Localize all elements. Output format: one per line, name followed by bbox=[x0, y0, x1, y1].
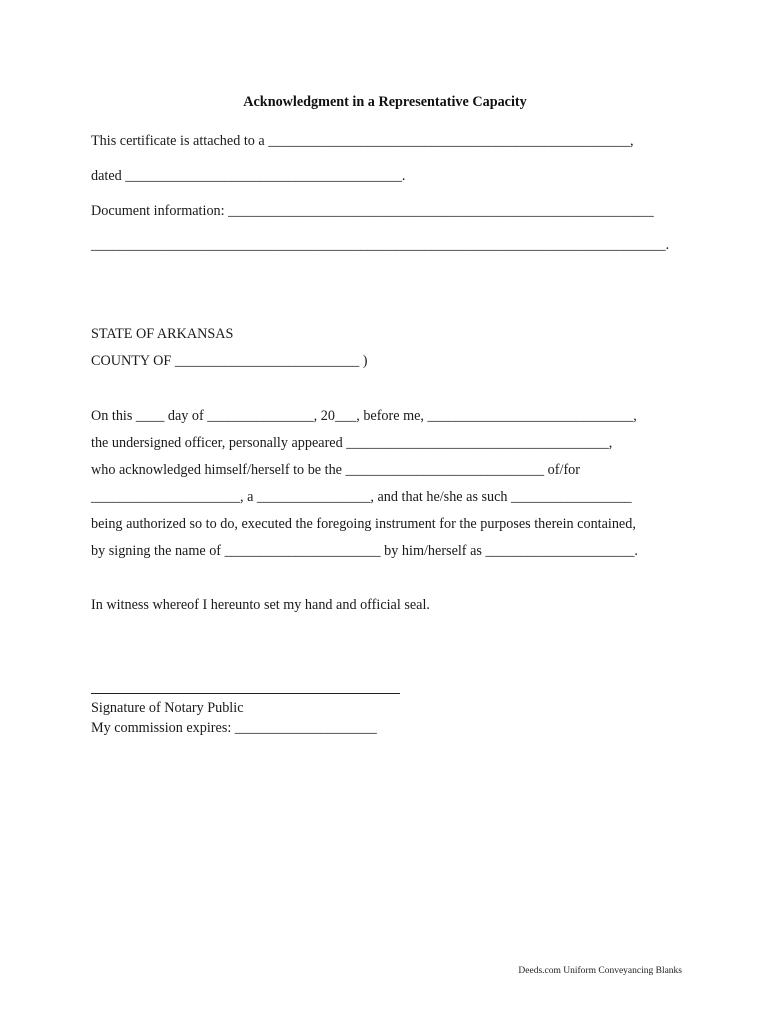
commission-line: My commission expires: ____________________ bbox=[91, 720, 377, 736]
state-line: STATE OF ARKANSAS bbox=[91, 326, 234, 342]
document-title: Acknowledgment in a Representative Capacity bbox=[243, 94, 527, 110]
signature-rule bbox=[91, 693, 400, 694]
authorized-line: being authorized so to do, executed the foregoing instrument for the purposes therein contained, bbox=[91, 516, 636, 532]
dated-line: dated _______________________________________. bbox=[91, 168, 406, 184]
acknowledged-line: who acknowledged himself/herself to be the ____________________________ of/for bbox=[91, 462, 580, 478]
footer-text: Deeds.com Uniform Conveyancing Blanks bbox=[518, 966, 682, 976]
undersigned-line: the undersigned officer, personally appeared _____________________________________, bbox=[91, 435, 613, 451]
capacity-line: _____________________, a ________________, and that he/she as such _________________ bbox=[91, 489, 632, 505]
document-information-continued: _________________________________________________________________________________. bbox=[91, 237, 670, 253]
document-information-line: Document information: ____________________________________________________________ bbox=[91, 203, 654, 219]
attached-line: This certificate is attached to a ___________________________________________________, bbox=[91, 133, 634, 149]
county-line: COUNTY OF __________________________ ) bbox=[91, 353, 368, 369]
signing-line: by signing the name of ______________________ by him/herself as _____________________. bbox=[91, 543, 638, 559]
on-this-line: On this ____ day of _______________, 20___, before me, _____________________________, bbox=[91, 408, 637, 424]
signature-label: Signature of Notary Public bbox=[91, 700, 244, 716]
witness-line: In witness whereof I hereunto set my hand and official seal. bbox=[91, 597, 430, 613]
